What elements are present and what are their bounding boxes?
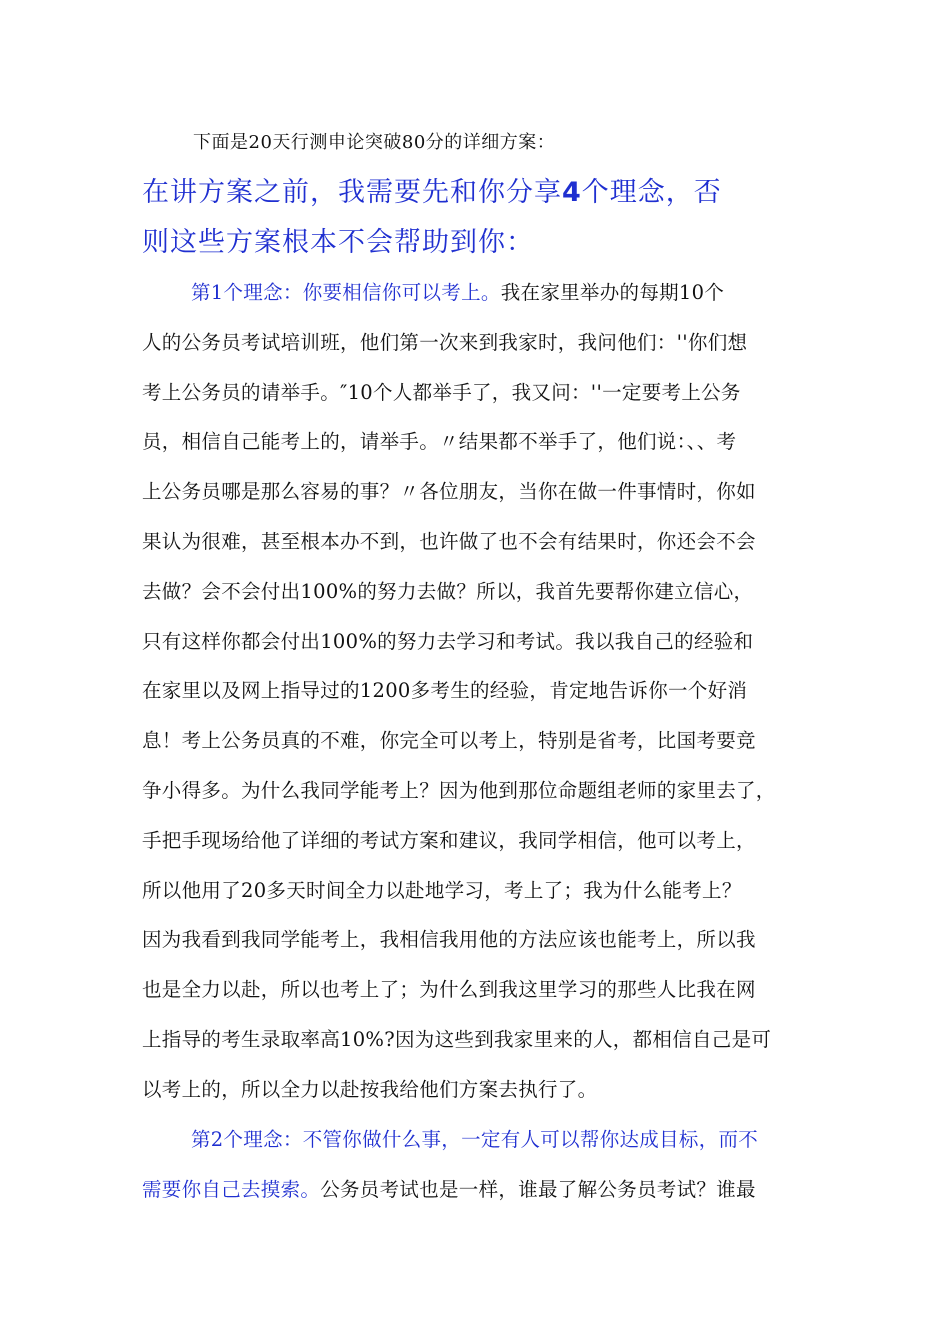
text-line (142, 974, 756, 1002)
text-line (191, 277, 724, 305)
text-line (142, 327, 747, 355)
text-line (191, 1124, 758, 1152)
headline-number: 4 (562, 177, 582, 208)
headline-text: 在讲方案之前，我需要先和你分享 (142, 177, 562, 208)
intro-line: 下面是20天行测申论突破80分的详细方案： (193, 132, 556, 153)
text-line (142, 675, 747, 703)
text-line (142, 377, 741, 405)
body-text: 也是全力以赴，所以也考上了；为什么到我这里学习的那些人比我在网 (142, 978, 756, 1002)
body-text: 上公务员哪是那么容易的事？〃各位朋友，当你在做一件事情时，你如 (142, 480, 756, 504)
concept-heading: 需要你自己去摸索。 (142, 1177, 321, 1201)
text-line (142, 775, 776, 803)
text-line (142, 825, 756, 853)
body-text: 争小得多。为什么我同学能考上？因为他到那位命题组老师的家里去了， (142, 779, 776, 802)
text-line (142, 526, 756, 554)
headline-text: 个理念，否 (581, 177, 722, 208)
text-line (142, 875, 742, 903)
concept-heading: 第1个理念：你要相信你可以考上。 (191, 281, 501, 304)
body-text: 人的公务员考试培训班，他们第一次来到我家时，我问他们：''你们想 (142, 330, 748, 354)
body-text: 上指导的考生录取率高10%?因为这些到我家里来的人，都相信自己是可 (142, 1028, 772, 1051)
headline-line-1 (142, 170, 842, 209)
text-line (142, 1074, 597, 1102)
body-text: 员，相信自己能考上的，请举手。〃结果都不举手了，他们说：、、考 (142, 430, 737, 454)
body-text: 手把手现场给他了详细的考试方案和建议，我同学相信，他可以考上， (142, 828, 756, 852)
body-text: 果认为很难，甚至根本办不到，也许做了也不会有结果时，你还会不会 (142, 530, 756, 553)
text-line (142, 626, 753, 654)
body-text: 在家里以及网上指导过的1200多考生的经验，肯定地告诉你一个好消 (142, 679, 748, 703)
text-line (142, 1024, 771, 1052)
body-text: 我在家里举办的每期10个 (500, 281, 725, 304)
body-text: 息！考上公务员真的不难，你完全可以考上，特别是省考，比国考要竞 (142, 729, 756, 753)
text-line (142, 924, 756, 952)
body-text: 只有这样你都会付出100%的努力去学习和考试。我以我自己的经验和 (142, 629, 754, 653)
body-text: 去做？会不会付出100%的努力去做？所以，我首先要帮你建立信心， (142, 579, 754, 603)
body-text: 所以他用了20多天时间全力以赴地学习，考上了；我为什么能考上？ (142, 878, 742, 902)
concept-heading: 第2个理念：不管你做什么事，一定有人可以帮你达成目标，而不 (191, 1128, 759, 1151)
text-line (142, 1174, 756, 1202)
body-text: 公务员考试也是一样，谁最了解公务员考试？谁最 (320, 1177, 756, 1201)
text-line (142, 576, 753, 604)
text-line (142, 476, 756, 504)
headline-line-2: 则这些方案根本不会帮助到你： (142, 227, 534, 258)
text-line (142, 426, 736, 454)
body-text: 以考上的，所以全力以赴按我给他们方案去执行了。 (142, 1077, 598, 1101)
body-text: 考上公务员的请举手。″10个人都举手了，我又问：''一定要考上公务 (142, 380, 741, 404)
text-line (142, 725, 756, 753)
body-text: 因为我看到我同学能考上，我相信我用他的方法应该也能考上，所以我 (142, 928, 756, 952)
